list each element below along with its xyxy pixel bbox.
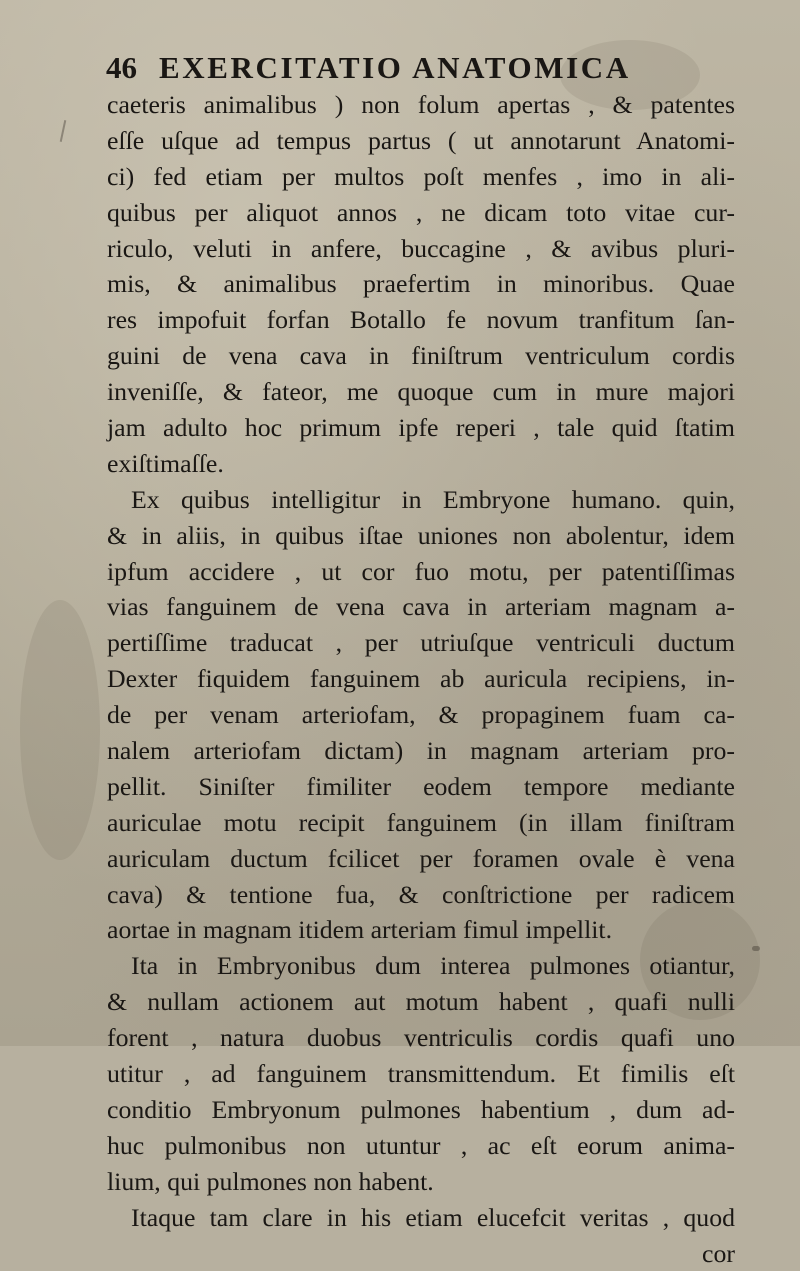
text-line: auriculae motu recipit fanguinem (in illam finiſtram	[107, 805, 735, 841]
text-line: & nullam actionem aut motum habent , quafi nulli	[107, 984, 735, 1020]
text-line: lium, qui pulmones non habent.	[107, 1164, 735, 1200]
text-line: huc pulmonibus non utuntur , ac eſt eorum anima-	[107, 1128, 735, 1164]
text-line: mis, & animalibus praefertim in minoribus. Quae	[107, 266, 735, 302]
text-line: Ita in Embryonibus dum interea pulmones otiantur,	[107, 948, 735, 984]
text-line: jam adulto hoc primum ipfe reperi , tale quid ſtatim	[107, 410, 735, 446]
running-title: EXERCITATIO ANATOMICA	[159, 50, 631, 85]
text-line: ci) fed etiam per multos poſt menfes , imo in ali-	[107, 159, 735, 195]
text-line: cava) & tentione fua, & conſtrictione per radicem	[107, 877, 735, 913]
text-line: Ex quibus intelligitur in Embryone humano. quin,	[107, 482, 735, 518]
text-line: vias fanguinem de vena cava in arteriam magnam a-	[107, 589, 735, 625]
text-line: res impofuit forfan Botallo fe novum tranfitum ſan-	[107, 302, 735, 338]
text-line: quibus per aliquot annos , ne dicam toto vitae cur-	[107, 195, 735, 231]
text-line: aortae in magnam itidem arteriam fimul impellit.	[107, 912, 735, 948]
text-line: utitur , ad fanguinem transmittendum. Et fimilis eſt	[107, 1056, 735, 1092]
text-line: de per venam arteriofam, & propaginem fuam ca-	[107, 697, 735, 733]
text-line: & in aliis, in quibus iſtae uniones non abolentur, idem	[107, 518, 735, 554]
text-line: exiſtimaſſe.	[107, 446, 735, 482]
text-line: Dexter fiquidem fanguinem ab auricula recipiens, in-	[107, 661, 735, 697]
text-line: inveniſſe, & fateor, me quoque cum in mure majori	[107, 374, 735, 410]
text-line: auriculam ductum fcilicet per foramen ovale è vena	[107, 841, 735, 877]
catchword: cor	[107, 1236, 735, 1271]
text-line: conditio Embryonum pulmones habentium , dum ad-	[107, 1092, 735, 1128]
margin-mark	[60, 120, 67, 142]
text-line: riculo, veluti in anfere, buccagine , & avibus pluri-	[107, 231, 735, 267]
text-line: pellit. Siniſter fimiliter eodem tempore mediante	[107, 769, 735, 805]
text-line: nalem arteriofam dictam) in magnam arteriam pro-	[107, 733, 735, 769]
page-number: 46	[106, 50, 137, 85]
margin-mark	[752, 946, 760, 951]
body-text	[107, 87, 735, 1271]
running-header	[106, 50, 706, 90]
text-line: pertiſſime traducat , per utriuſque ventriculi ductum	[107, 625, 735, 661]
text-line: ipfum accidere , ut cor fuo motu, per patentiſſimas	[107, 554, 735, 590]
text-line: eſſe uſque ad tempus partus ( ut annotarunt Anatomi-	[107, 123, 735, 159]
paper-stain	[20, 600, 100, 860]
text-line: caeteris animalibus ) non folum apertas , & patentes	[107, 87, 735, 123]
text-line: guini de vena cava in finiſtrum ventriculum cordis	[107, 338, 735, 374]
text-line: forent , natura duobus ventriculis cordis quafi uno	[107, 1020, 735, 1056]
text-line: Itaque tam clare in his etiam elucefcit veritas , quod	[107, 1200, 735, 1236]
